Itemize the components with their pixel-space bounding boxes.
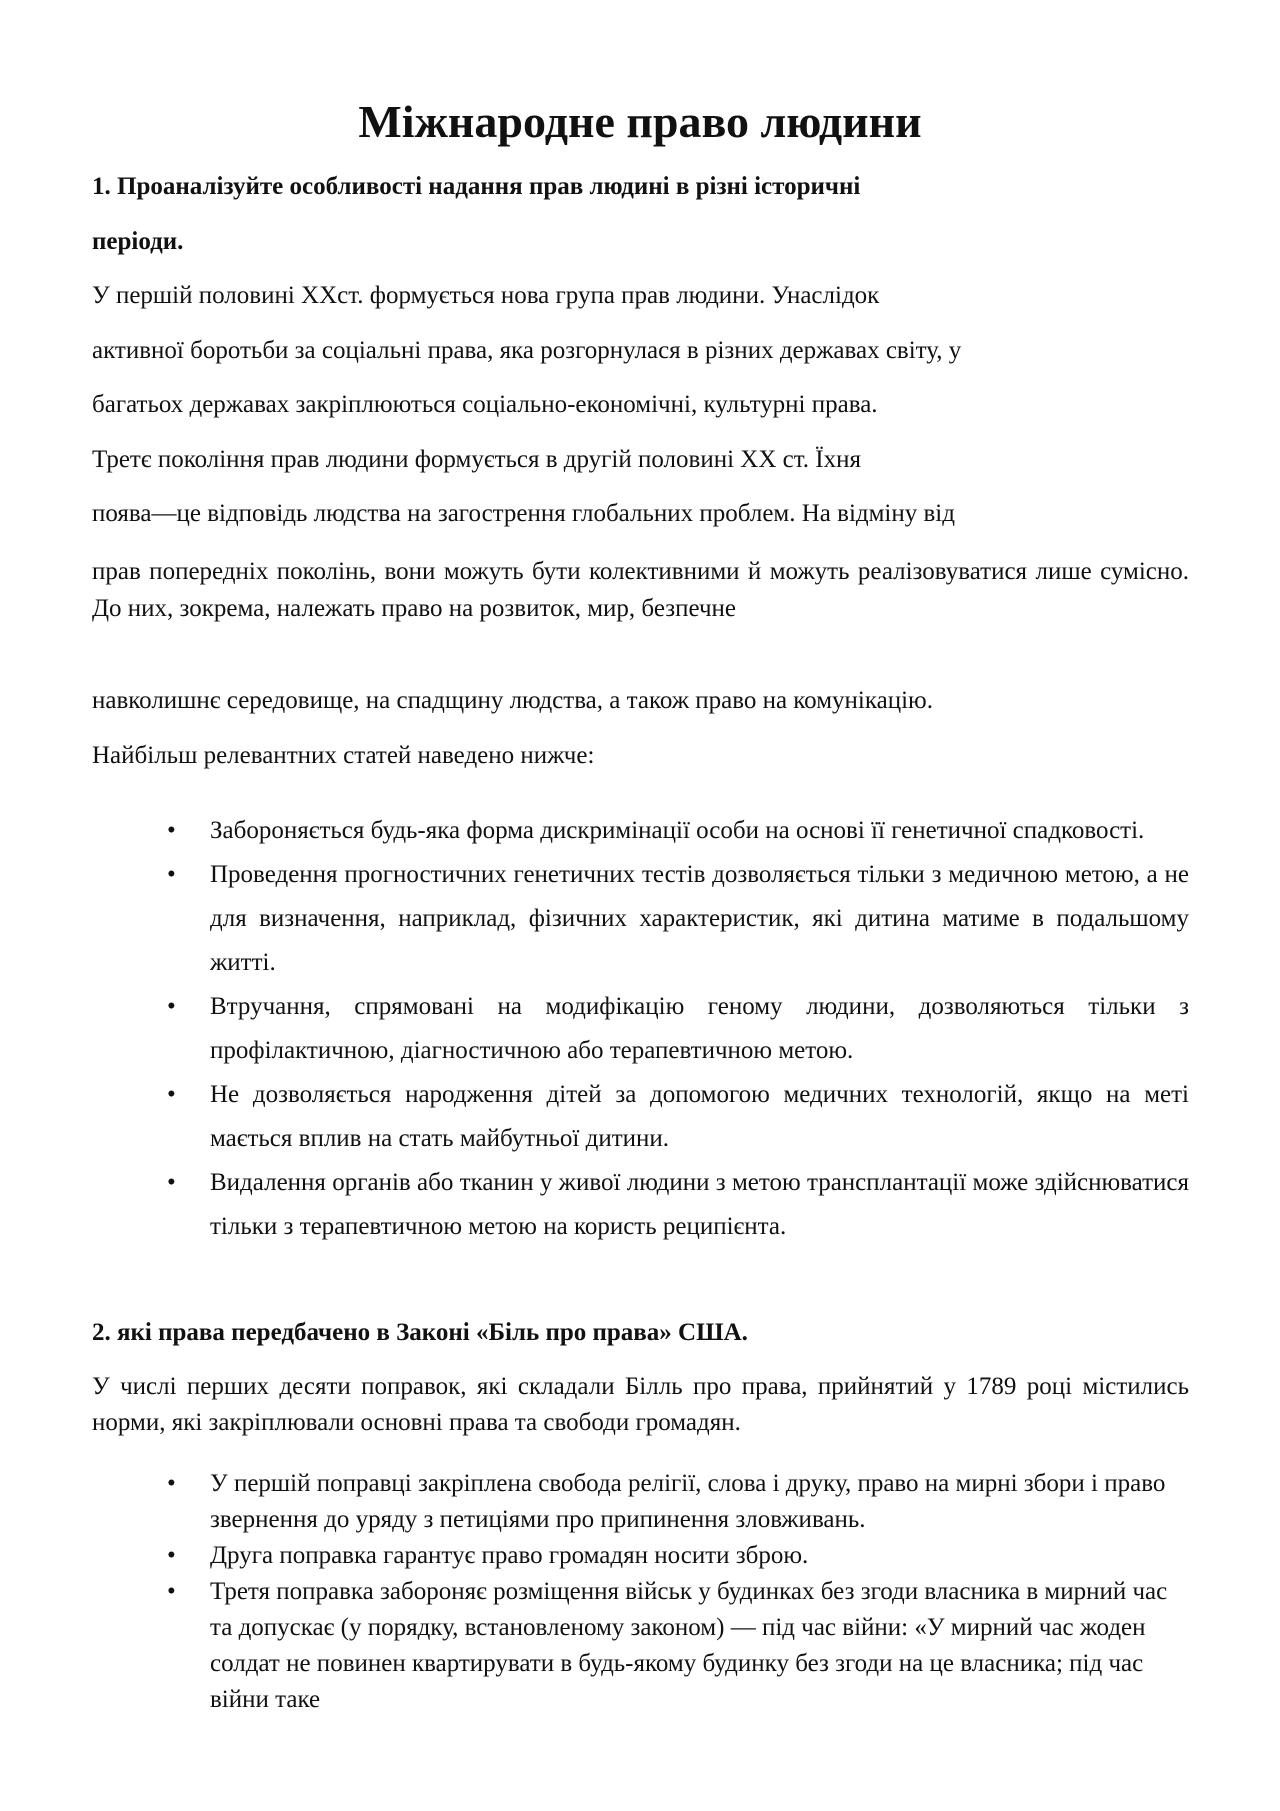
list-item	[92, 1538, 1189, 1574]
paragraph-justified: прав попередніх поколінь, вони можуть бути колективними й можуть реалізовуватися лише сумісно. До них, зокрема, належать право на розвиток, мир, безпечне	[92, 558, 1189, 622]
section2-paragraph: У числі перших десяти поправок, які складали Білль про права, прийнятий у 1789 році містились норми, які закріплювали основні права та свободи громадян.	[92, 1373, 1189, 1436]
section1-heading-line2: періоди.	[92, 228, 184, 255]
list-item-text: Втручання, спрямовані на модифікацію геному людини, дозволяються тільки з профілактичною, діагностичною або терапевтичною метою.	[210, 993, 1189, 1064]
list-item-text: Друга поправка гарантує право громадян носити зброю.	[210, 1542, 809, 1569]
list-item-text: Забороняється будь-яка форма дискримінації особи на основі її генетичної спадковості.	[210, 817, 1145, 844]
bullet-icon: •	[167, 993, 176, 1020]
bullet-icon: •	[167, 1081, 176, 1108]
list-item-text: У першій поправці закріплена свобода релігії, слова і друку, право на мирні збори і право звернення до уряду з петиціями про припинення зловживань.	[210, 1470, 1166, 1533]
bullet-icon: •	[167, 817, 176, 844]
paragraph-line: активної боротьби за соціальні права, яка розгорнулася в різних державах світу, у	[92, 337, 962, 364]
bullet-icon: •	[167, 1169, 176, 1196]
bullet-icon: •	[167, 1578, 176, 1605]
paragraph-line: навколишнє середовище, на спадщину людства, а також право на комунікацію.	[92, 687, 933, 714]
paragraph-line: поява—це відповідь людства на загострення глобальних проблем. На відміну від	[92, 500, 955, 527]
section2-bullet-list	[92, 1466, 1189, 1718]
list-item	[92, 1161, 1189, 1249]
section1-bullet-list	[92, 809, 1189, 1249]
list-intro: Найбільш релевантних статей наведено нижче:	[92, 742, 595, 769]
list-item-text: Видалення органів або тканин у живої людини з метою трансплантації може здійснюватися тільки з терапевтичною метою на користь реципієнта.	[210, 1169, 1189, 1240]
page-title: Міжнародне право людини	[358, 96, 922, 147]
section1-heading-line1: 1. Проаналізуйте особливості надання прав людині в різні історичні	[92, 173, 861, 200]
list-item	[92, 1073, 1189, 1161]
bullet-icon: •	[167, 861, 176, 888]
list-item	[92, 1574, 1189, 1718]
bullet-icon: •	[167, 1542, 176, 1569]
paragraph-line: У першій половині XXст. формується нова група прав людини. Унаслідок	[92, 282, 880, 309]
list-item	[92, 853, 1189, 985]
list-item-text: Третя поправка забороняє розміщення військ у будинках без згоди власника в мирний час та допускає (у порядку, встановленому законом) — під час війни: «У мирний час жоден солдат не повинен квартирувати в будь-якому будинку без згоди на це власника; під час війни таке	[210, 1578, 1168, 1713]
section2-heading: 2. які права передбачено в Законі «Біль про права» США.	[92, 1319, 748, 1346]
list-item-text: Не дозволяється народження дітей за допомогою медичних технологій, якщо на меті мається вплив на стать майбутньої дитини.	[210, 1081, 1189, 1152]
paragraph-line: багатьох державах закріплюються соціально-економічні, культурні права.	[92, 391, 878, 418]
paragraph-line: Третє покоління прав людини формується в другій половині XX ст. Їхня	[92, 446, 861, 473]
list-item-text: Проведення прогностичних генетичних тестів дозволяється тільки з медичною метою, а не для визначення, наприклад, фізичних характеристик, які дитина матиме в подальшому житті.	[210, 861, 1189, 976]
list-item	[92, 985, 1189, 1073]
bullet-icon: •	[167, 1470, 176, 1497]
list-item	[92, 809, 1189, 853]
list-item	[92, 1466, 1189, 1538]
